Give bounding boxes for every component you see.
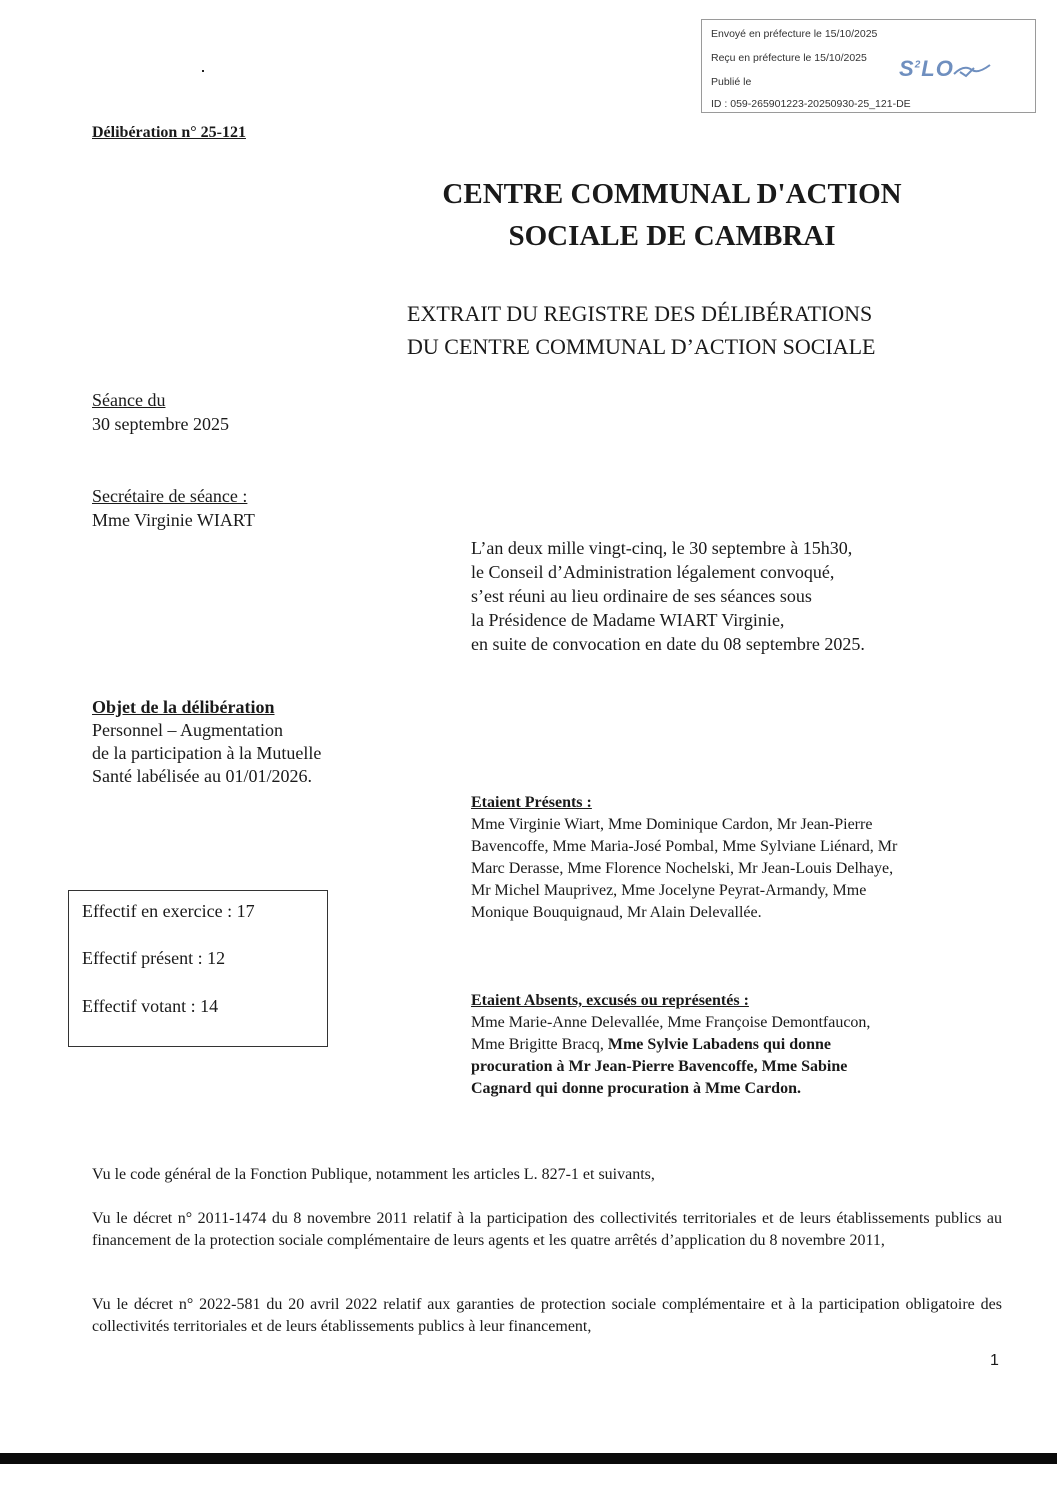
organization-title: [372, 173, 972, 257]
effectif-box: [68, 890, 328, 1047]
subject-heading: Objet de la délibération: [92, 697, 275, 717]
stamp-id: ID : 059-265901223-20250930-25_121-DE: [711, 98, 911, 110]
intro-line: le Conseil d’Administration légalement convoqué,: [471, 562, 835, 582]
intro-line: s’est réuni au lieu ordinaire de ses séances sous: [471, 586, 812, 606]
subject-block: [92, 696, 321, 788]
intro-line: en suite de convocation en date du 08 septembre 2025.: [471, 634, 865, 654]
register-heading: [407, 297, 876, 363]
present-line: Marc Derasse, Mme Florence Nochelski, Mr Jean-Louis Delhaye,: [471, 860, 894, 877]
absent-members: [471, 990, 870, 1100]
stamp-sent: Envoyé en préfecture le 15/10/2025: [711, 28, 878, 40]
absent-line-normal: Mme Brigitte Bracq,: [471, 1036, 608, 1053]
effectif-exercice: Effectif en exercice : 17: [82, 901, 255, 921]
organization-line1: CENTRE COMMUNAL D'ACTION: [442, 178, 902, 210]
effectif-votant: Effectif votant : 14: [82, 996, 219, 1016]
s2lo-logo: $S^2LO$: [899, 56, 992, 82]
absent-line-bold: Mme Sylvie Labadens qui donne: [607, 1036, 832, 1053]
present-line: Bavencoffe, Mme Maria-José Pombal, Mme Sylviane Liénard, Mr: [471, 838, 898, 855]
absent-line: procuration à Mr Jean-Pierre Bavencoffe, Mme Sabine: [471, 1058, 848, 1075]
absent-heading: Etaient Absents, excusés ou représentés :: [471, 992, 749, 1009]
secretary-name: Mme Virginie WIART: [92, 510, 255, 530]
intro-paragraph: [471, 536, 865, 656]
present-line: Monique Bouquignaud, Mr Alain Delevallée.: [471, 904, 762, 921]
subject-line: Personnel – Augmentation: [92, 720, 283, 740]
subject-line: de la participation à la Mutuelle: [92, 743, 322, 763]
absent-line: Cagnard qui donne procuration à Mme Cardon.: [471, 1080, 801, 1097]
intro-line: la Présidence de Madame WIART Virginie,: [471, 610, 785, 630]
present-heading: Etaient Présents :: [471, 794, 592, 811]
stamp-received: Reçu en préfecture le 15/10/2025: [711, 52, 867, 64]
absent-line: [471, 1034, 870, 1056]
session-block: [92, 388, 229, 436]
present-line: Mr Michel Mauprivez, Mme Jocelyne Peyrat-Armandy, Mme: [471, 882, 867, 899]
subject-line: Santé labélisée au 01/01/2026.: [92, 766, 312, 786]
intro-line: L’an deux mille vingt-cinq, le 30 septembre à 15h30,: [471, 538, 853, 558]
register-line2: DU CENTRE COMMUNAL D’ACTION SOCIALE: [407, 334, 876, 359]
effectif-present: Effectif présent : 12: [82, 948, 226, 968]
secretary-block: [92, 484, 255, 532]
session-date: 30 septembre 2025: [92, 414, 229, 434]
session-label: Séance du: [92, 390, 166, 410]
legal-paragraph-1: Vu le code général de la Fonction Publique, notamment les articles L. 827-1 et suivants,: [92, 1166, 655, 1183]
register-line1: EXTRAIT DU REGISTRE DES DÉLIBÉRATIONS: [407, 301, 873, 326]
legal-paragraph-3: Vu le décret n° 2022-581 du 20 avril 2022 relatif aux garanties de protection sociale complémentaire et à la participation obligatoire des collectivités territoriales et de leurs établissements publics à leur financement,: [92, 1296, 1002, 1335]
legal-paragraph-2: Vu le décret n° 2011-1474 du 8 novembre 2011 relatif à la participation des collectivités territoriales et de leurs établissements publics au financement de la protection sociale complémentaire de leurs agents et les quatre arrêtés d’application du 8 novembre 2011,: [92, 1210, 1002, 1249]
present-members: [471, 792, 897, 924]
scan-edge-bar: [0, 1453, 1057, 1464]
prefecture-stamp: [701, 19, 1036, 113]
s2lo-swoosh-icon: [952, 62, 992, 78]
scan-speck: [202, 70, 204, 72]
stamp-published: Publié le: [711, 76, 752, 88]
deliberation-number: Délibération n° 25-121: [92, 124, 246, 141]
present-line: Mme Virginie Wiart, Mme Dominique Cardon, Mr Jean-Pierre: [471, 816, 873, 833]
page-number: 1: [990, 1352, 999, 1369]
secretary-label: Secrétaire de séance :: [92, 486, 248, 506]
organization-line2: SOCIALE DE CAMBRAI: [508, 220, 836, 252]
absent-line: Mme Marie-Anne Delevallée, Mme Françoise Demontfaucon,: [471, 1014, 871, 1031]
